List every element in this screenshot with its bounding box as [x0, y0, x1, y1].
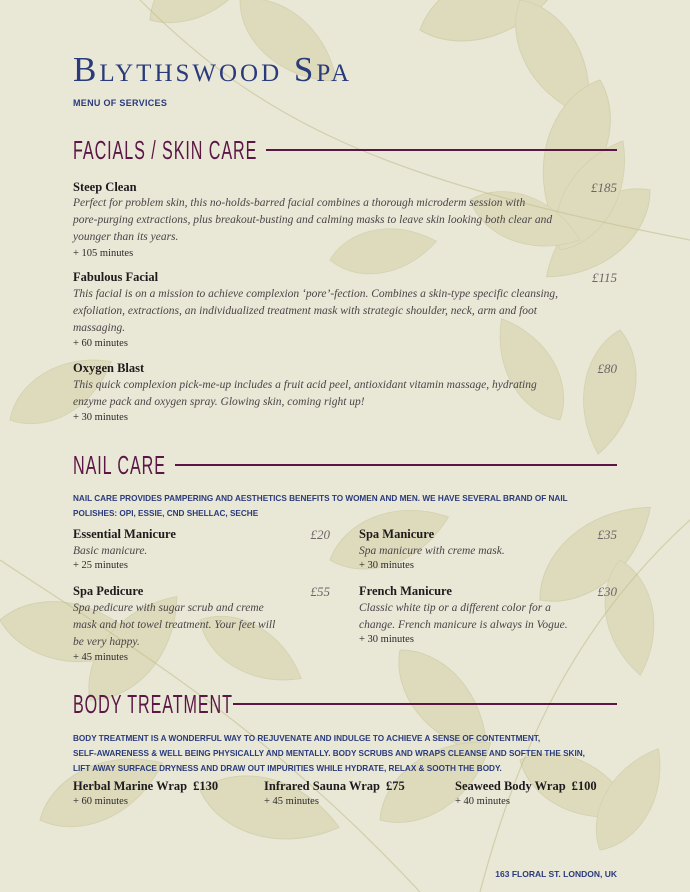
service-name-essential-manicure: Essential Manicure	[73, 527, 176, 541]
footer-address: 163 FLORAL ST. LONDON, UK	[495, 869, 617, 879]
service-duration-fabulous-facial: + 60 minutes	[73, 338, 128, 349]
service-duration-herbal-marine-wrap: + 60 minutes	[73, 796, 128, 807]
service-name-seaweed-body-wrap: Seaweed Body Wrap	[455, 779, 566, 793]
service-seaweed-body-wrap	[455, 779, 597, 794]
service-herbal-marine-wrap	[73, 779, 218, 794]
service-price-steep-clean: £185	[591, 180, 617, 195]
service-price-spa-pedicure: £55	[310, 584, 330, 599]
service-name-steep-clean: Steep Clean	[73, 180, 137, 194]
service-price-seaweed-body-wrap: £100	[571, 779, 597, 793]
spa-title: Blythswood Spa	[73, 50, 353, 89]
service-duration-french-manicure: + 30 minutes	[359, 634, 414, 645]
service-duration-essential-manicure: + 25 minutes	[73, 560, 128, 571]
section-heading-body-treatment: BODY TREATMENT	[73, 689, 233, 719]
section-rule-nail-care	[175, 464, 617, 466]
service-duration-steep-clean: + 105 minutes	[73, 248, 134, 259]
service-duration-oxygen-blast: + 30 minutes	[73, 412, 128, 423]
section-intro-nail-care: NAIL CARE PROVIDES PAMPERING AND AESTHETICS BENEFITS TO WOMEN AND MEN. WE HAVE SEVERAL BRAND OF NAIL POLISHES: OPI, ESSIE, CND SHELLAC, SECHE	[73, 494, 568, 518]
menu-subtitle: MENU OF SERVICES	[73, 98, 168, 108]
service-duration-seaweed-body-wrap: + 40 minutes	[455, 796, 510, 807]
section-heading-nail-care: NAIL CARE	[73, 450, 166, 480]
service-price-essential-manicure: £20	[310, 527, 330, 542]
service-desc-steep-clean: Perfect for problem skin, this no-holds-barred facial combines a thorough microderm session with pore-purging extractions, plus breakout-busting and calming masks to leave skin looking both clear and younger than its years.	[73, 197, 553, 243]
service-desc-oxygen-blast: This quick complexion pick-me-up includes a fruit acid peel, antioxidant vitamin massage, hydrating enzyme pack and oxygen spray. Glowing skin, coming right up!	[73, 379, 537, 408]
section-intro-body-treatment: BODY TREATMENT IS A WONDERFUL WAY TO REJUVENATE AND INDULGE TO ACHIEVE A SENSE OF CONTENTMENT, SELF-AWARENESS & WELL BEING PHYSICALLY AND MENTALLY. BODY SCRUBS AND WRAPS CLEANSE AND SOFTEN THE SKIN, LIFT AWAY SURFACE DRYNESS AND DRAW OUT IMPURITIES WHILE HYDRATE, RELAX & SOOTH THE BODY.	[73, 734, 585, 773]
service-name-infrared-sauna-wrap: Infrared Sauna Wrap	[264, 779, 381, 793]
service-name-fabulous-facial: Fabulous Facial	[73, 270, 159, 284]
service-infrared-sauna-wrap	[264, 779, 405, 794]
service-desc-french-manicure: Classic white tip or a different color for a change. French manicure is always in Vogue.	[359, 602, 568, 631]
service-name-french-manicure: French Manicure	[359, 584, 452, 598]
service-duration-infrared-sauna-wrap: + 45 minutes	[264, 796, 319, 807]
service-name-oxygen-blast: Oxygen Blast	[73, 361, 145, 375]
service-desc-fabulous-facial: This facial is on a mission to achieve complexion ‘pore’-fection. Combines a skin-type specific cleansing, exfoliation, extractions, an individualized treatment mask with strategic shoulder, neck, arm and foot massaging.	[73, 288, 559, 334]
service-price-herbal-marine-wrap: £130	[193, 779, 219, 793]
section-rule-body-treatment	[233, 703, 617, 705]
service-desc-spa-pedicure: Spa pedicure with sugar scrub and creme mask and hot towel treatment. Your feet will be very happy.	[73, 602, 276, 648]
service-price-infrared-sauna-wrap: £75	[386, 779, 405, 793]
section-heading-facials: FACIALS / SKIN CARE	[73, 135, 258, 165]
service-name-spa-manicure: Spa Manicure	[359, 527, 435, 541]
service-desc-essential-manicure: Basic manicure.	[73, 545, 148, 557]
service-name-spa-pedicure: Spa Pedicure	[73, 584, 144, 598]
service-price-french-manicure: £30	[597, 584, 617, 599]
service-price-spa-manicure: £35	[597, 527, 617, 542]
service-name-herbal-marine-wrap: Herbal Marine Wrap	[73, 779, 188, 793]
section-rule-facials	[266, 149, 617, 151]
service-price-oxygen-blast: £80	[597, 361, 617, 376]
service-price-fabulous-facial: £115	[591, 270, 617, 285]
service-desc-spa-manicure: Spa manicure with creme mask.	[359, 545, 505, 557]
service-duration-spa-manicure: + 30 minutes	[359, 560, 414, 571]
service-duration-spa-pedicure: + 45 minutes	[73, 652, 128, 663]
